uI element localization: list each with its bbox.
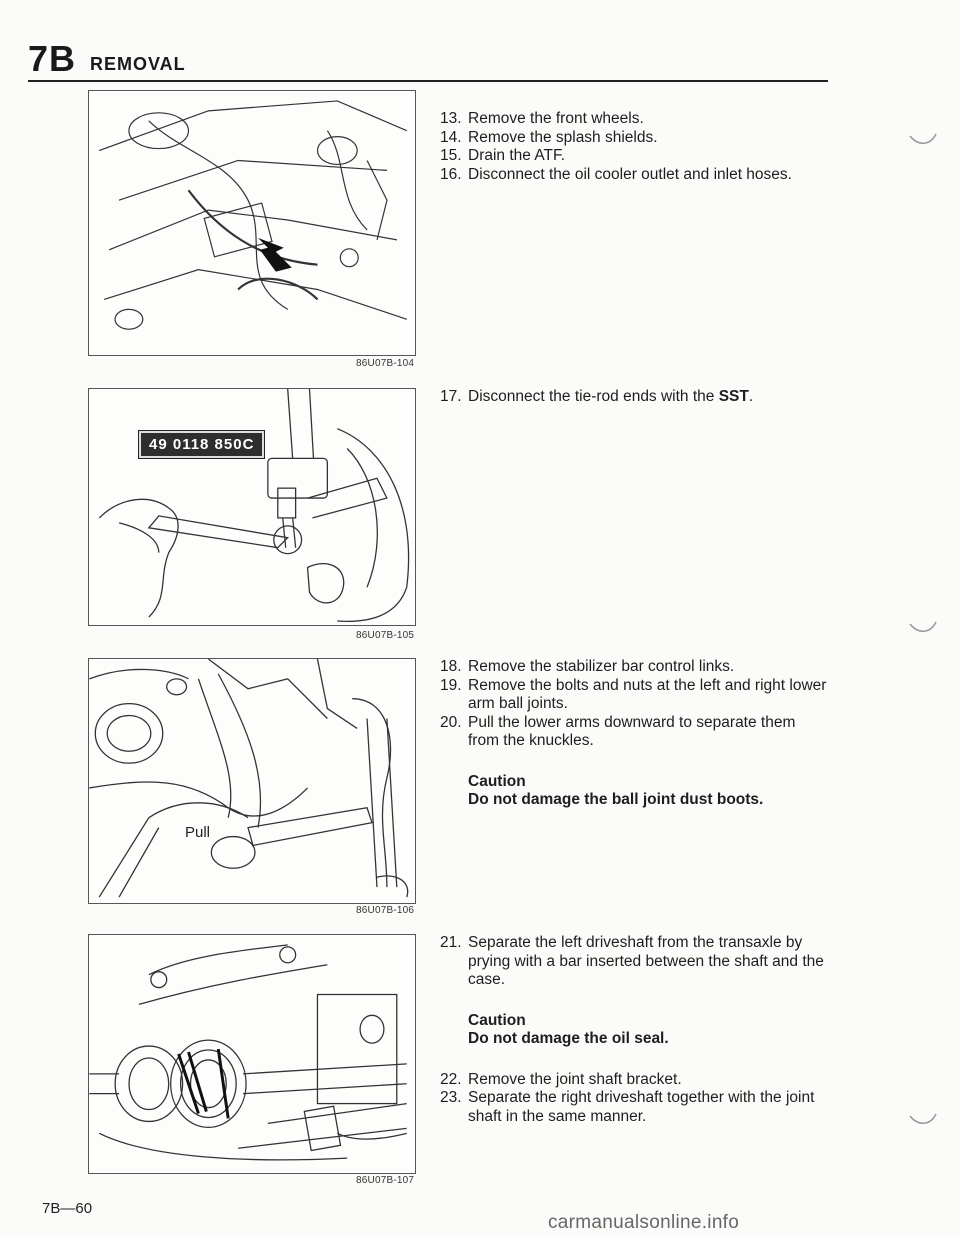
step-text: Remove the stabilizer bar control links. — [468, 658, 735, 675]
step-item — [440, 166, 830, 185]
step-item — [440, 658, 830, 677]
figure-code: 86U07B-105 — [356, 630, 415, 641]
figure-oil-cooler-hoses — [88, 90, 416, 356]
step-text: Disconnect the oil cooler outlet and inlet hoses. — [468, 165, 792, 183]
step-text: Separate the left driveshaft from the transaxle by prying with a bar inserted between the shaft and the case. — [468, 934, 824, 988]
step-number: 13. — [440, 110, 462, 127]
figure-code: 86U07B-107 — [356, 1175, 415, 1186]
steps-13-16 — [440, 110, 830, 184]
caution-text: Do not damage the ball joint dust boots. — [468, 791, 764, 808]
header-rule — [28, 80, 828, 82]
step-text: Separate the right driveshaft together with the joint shaft in the same manner. — [468, 1089, 815, 1125]
step-item — [440, 934, 830, 990]
arrow-icon — [258, 238, 292, 272]
figure-ball-joint — [88, 658, 416, 904]
step-number: 22. — [440, 1070, 462, 1088]
pull-callout: Pull — [185, 824, 211, 841]
step-text: Remove the splash shields. — [468, 128, 658, 146]
step-number: 19. — [440, 676, 462, 694]
step-number: 18. — [440, 658, 462, 675]
step-item — [440, 147, 830, 166]
tool-number-label: 49 0118 850C — [139, 431, 264, 458]
step-text: Remove the bolts and nuts at the left and right lower arm ball joints. — [468, 676, 827, 712]
caution-box — [440, 773, 830, 810]
step-text: Pull the lower arms downward to separate them from the knuckles. — [468, 713, 796, 749]
oil-pan-illustration — [89, 91, 415, 355]
step-number: 20. — [440, 713, 462, 731]
caution-title: Caution — [468, 772, 526, 790]
margin-mark — [908, 1110, 938, 1130]
step-text: Disconnect the tie-rod ends with the — [468, 388, 719, 405]
step-text: Remove the joint shaft bracket. — [468, 1070, 682, 1088]
lower-arm-illustration — [89, 659, 415, 903]
margin-mark — [908, 130, 938, 150]
step-item — [440, 388, 830, 407]
section-title: REMOVAL — [90, 54, 186, 74]
step-17 — [440, 388, 830, 407]
step-number: 21. — [440, 934, 462, 951]
caution-box — [440, 1012, 830, 1049]
watermark: carmanualsonline.info — [548, 1212, 740, 1233]
step-item — [440, 110, 830, 129]
steps-18-20 — [440, 658, 830, 810]
section-code: 7B — [28, 38, 77, 79]
step-number: 16. — [440, 165, 462, 183]
step-number: 14. — [440, 128, 462, 146]
caution-title: Caution — [468, 1011, 526, 1029]
step-number: 15. — [440, 147, 462, 164]
steps-21-23 — [440, 934, 830, 1126]
step-item — [440, 677, 830, 714]
figure-code: 86U07B-106 — [356, 905, 415, 916]
step-item — [440, 1071, 830, 1090]
tie-rod-puller-illustration — [89, 389, 415, 625]
step-text: Drain the ATF. — [468, 147, 566, 164]
margin-mark — [908, 618, 938, 638]
step-item — [440, 714, 830, 751]
figure-driveshaft — [88, 934, 416, 1174]
step-text: Remove the front wheels. — [468, 110, 644, 127]
sst-label: SST — [718, 388, 749, 405]
step-number: 23. — [440, 1089, 462, 1106]
step-text-end: . — [748, 388, 754, 405]
caution-text: Do not damage the oil seal. — [468, 1030, 669, 1047]
step-item — [440, 129, 830, 148]
figure-tie-rod-sst — [88, 388, 416, 626]
figure-code: 86U07B-104 — [356, 358, 415, 369]
page-number: 7B—60 — [42, 1200, 93, 1217]
spacer — [440, 1049, 830, 1071]
step-number: 17. — [440, 388, 462, 405]
step-item — [440, 1089, 830, 1126]
page-header — [28, 32, 828, 82]
driveshaft-illustration — [89, 935, 415, 1173]
